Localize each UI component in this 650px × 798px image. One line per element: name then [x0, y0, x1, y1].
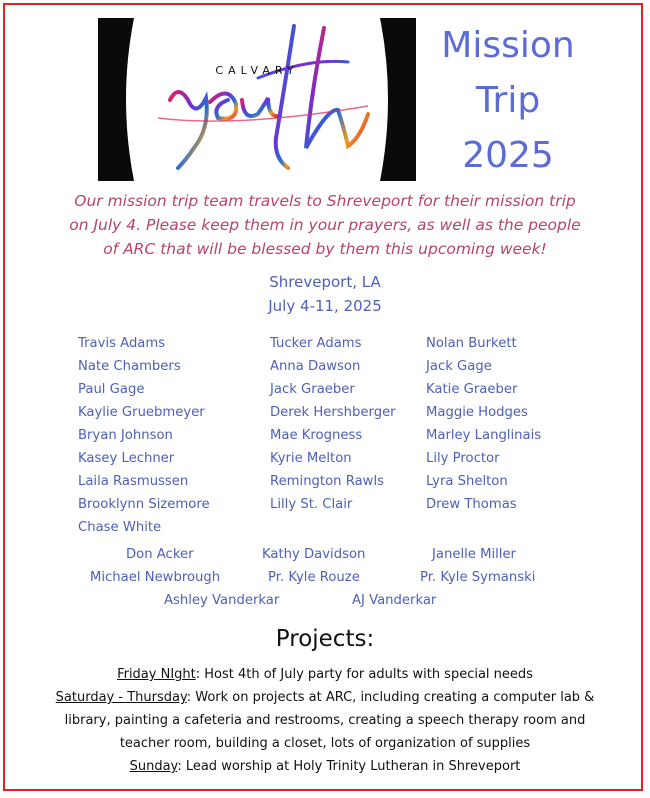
participants-column-3	[426, 332, 541, 516]
participants-column-1	[78, 332, 210, 539]
participant-name: Anna Dawson	[270, 359, 361, 374]
participant-name: Jack Graeber	[270, 382, 355, 397]
logo-calvary-text: CALVARY	[215, 64, 299, 77]
title-line-1: Mission	[441, 25, 575, 66]
participant-name: Drew Thomas	[426, 497, 517, 512]
participant-name: Lily Proctor	[426, 451, 500, 466]
participant-name: Marley Langlinais	[426, 428, 542, 443]
intro-line-1: Our mission trip team travels to Shreveport for their mission trip	[74, 192, 576, 210]
participant-name: Travis Adams	[78, 336, 166, 351]
participant-name: Remington Rawls	[270, 474, 384, 489]
title-line-3: 2025	[462, 135, 554, 176]
participant-name: Nate Chambers	[78, 359, 181, 374]
leader-name: Ashley Vanderkar	[164, 593, 280, 608]
intro-paragraph	[40, 189, 610, 261]
project-saturday-line-2: library, painting a cafeteria and restrooms, creating a speech therapy room and	[64, 713, 586, 728]
participant-name: Katie Graeber	[426, 382, 518, 397]
friday-label: Friday NIght	[117, 667, 196, 682]
location-city: Shreveport, LA	[269, 273, 381, 291]
participant-name: Derek Hershberger	[270, 405, 396, 420]
leader-name: Michael Newbrough	[90, 570, 221, 585]
saturday-label: Saturday - Thursday	[55, 690, 187, 705]
project-sunday	[28, 755, 622, 778]
intro-line-3: of ARC that will be blessed by them this upcoming week!	[103, 240, 547, 258]
participant-name: Brooklynn Sizemore	[78, 497, 210, 512]
leader-name: Pr. Kyle Symanski	[420, 570, 536, 585]
participant-name: Kaylie Gruebmeyer	[78, 405, 205, 420]
project-saturday	[28, 686, 622, 709]
project-friday	[28, 663, 622, 686]
sunday-label: Sunday	[129, 759, 178, 774]
page-title	[418, 18, 598, 183]
participant-name: Lilly St. Clair	[270, 497, 353, 512]
participant-name: Maggie Hodges	[426, 405, 528, 420]
projects-heading: Projects:	[275, 626, 375, 652]
participant-name: Paul Gage	[78, 382, 145, 397]
leader-name: Janelle Miller	[432, 547, 516, 562]
saturday-text: : Work on projects at ARC, including creating a computer lab &	[186, 690, 595, 705]
leader-name: Kathy Davidson	[262, 547, 366, 562]
leader-name: AJ Vanderkar	[352, 593, 437, 608]
trip-location	[0, 270, 650, 318]
participant-name: Bryan Johnson	[78, 428, 173, 443]
intro-line-2: on July 4. Please keep them in your prayers, as well as the people	[69, 216, 581, 234]
sunday-text: : Lead worship at Holy Trinity Lutheran in Shreveport	[177, 759, 521, 774]
participant-name: Kyrie Melton	[270, 451, 352, 466]
participant-name: Nolan Burkett	[426, 336, 517, 351]
projects-list	[28, 663, 622, 778]
participant-name: Mae Krogness	[270, 428, 363, 443]
participant-name: Chase White	[78, 520, 162, 535]
calvary-youth-logo	[98, 18, 416, 181]
participant-name: Kasey Lechner	[78, 451, 175, 466]
friday-text: : Host 4th of July party for adults with special needs	[195, 667, 533, 682]
location-dates: July 4-11, 2025	[268, 297, 382, 315]
project-saturday-line-3: teacher room, building a closet, lots of organization of supplies	[119, 736, 531, 751]
participant-name: Lyra Shelton	[426, 474, 508, 489]
participants-column-2	[270, 332, 396, 516]
title-line-2: Trip	[475, 80, 541, 121]
participant-name: Tucker Adams	[270, 336, 362, 351]
leader-name: Don Acker	[126, 547, 194, 562]
participant-name: Jack Gage	[426, 359, 492, 374]
participant-name: Laila Rasmussen	[78, 474, 189, 489]
leader-name: Pr. Kyle Rouze	[268, 570, 360, 585]
logo-graphic	[98, 18, 416, 181]
